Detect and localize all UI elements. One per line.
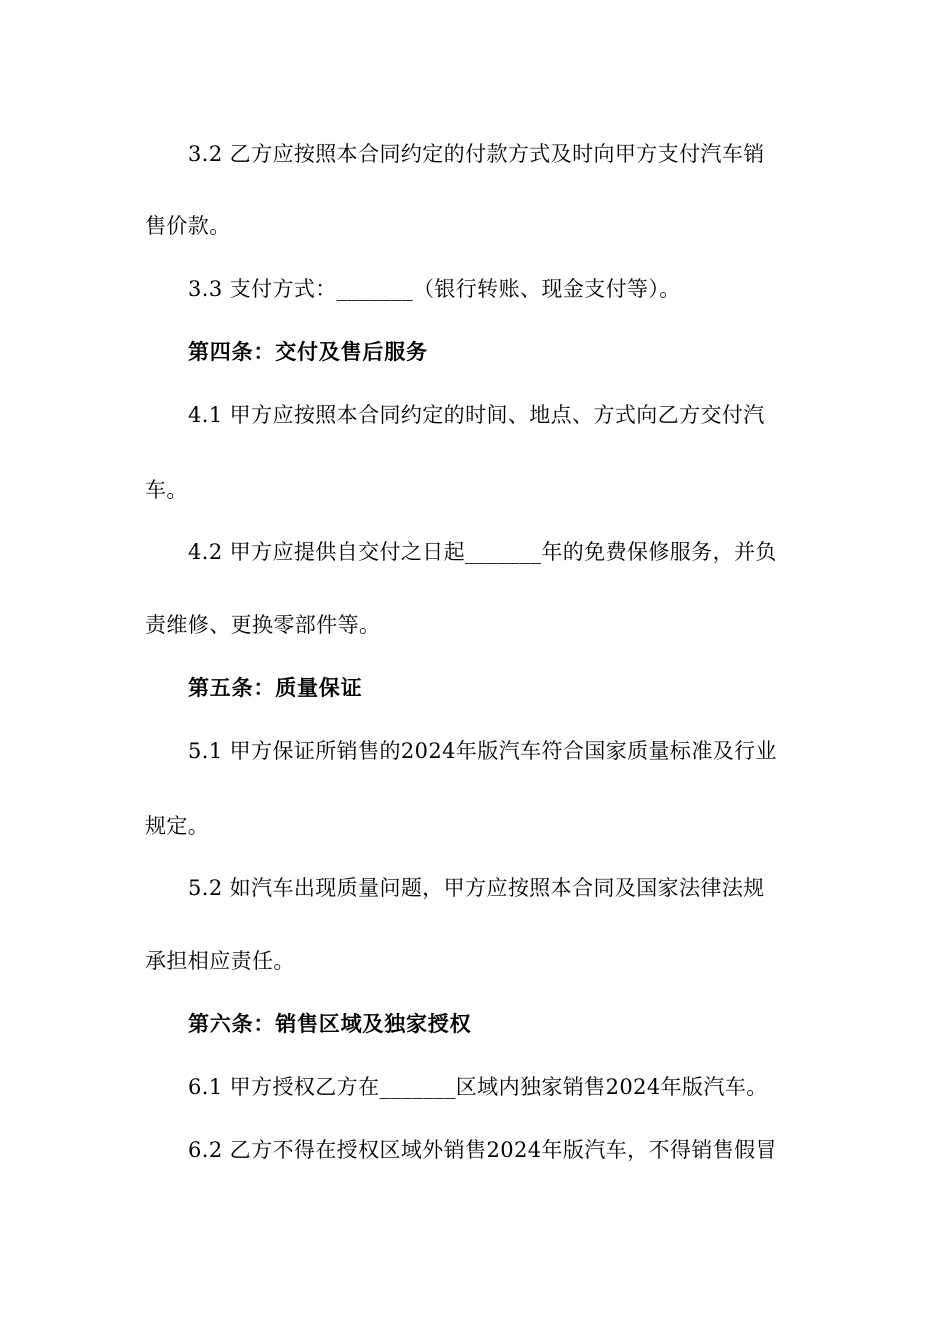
clause-4-1-line-1: 4.1 甲方应按照本合同约定的时间、地点、方式向乙方交付汽 [188, 403, 765, 427]
clause-4-2-line-2: 责维修、更换零部件等。 [145, 613, 381, 637]
clause-3-2-line-1: 3.2 乙方应按照本合同约定的付款方式及时向甲方支付汽车销 [188, 142, 765, 166]
clause-4-2-line-1: 4.2 甲方应提供自交付之日起_______年的免费保修服务，并负 [188, 540, 777, 564]
clause-4-1-line-2: 车。 [145, 478, 188, 502]
clause-6-2-line-1: 6.2 乙方不得在授权区域外销售2024年版汽车，不得销售假冒 [188, 1138, 777, 1162]
clause-5-1-line-1: 5.1 甲方保证所销售的2024年版汽车符合国家质量标准及行业 [188, 739, 777, 763]
article-5-heading: 第五条：质量保证 [188, 676, 363, 700]
clause-5-2-line-2: 承担相应责任。 [145, 949, 295, 973]
clause-6-1: 6.1 甲方授权乙方在_______区域内独家销售2024年版汽车。 [188, 1075, 768, 1099]
clause-5-1-line-2: 规定。 [145, 814, 210, 838]
article-4-heading: 第四条：交付及售后服务 [188, 340, 428, 364]
article-6-heading: 第六条：销售区域及独家授权 [188, 1012, 472, 1036]
clause-3-3: 3.3 支付方式：_______（银行转账、现金支付等）。 [188, 277, 681, 301]
clause-5-2-line-1: 5.2 如汽车出现质量问题，甲方应按照本合同及国家法律法规 [188, 876, 765, 900]
clause-3-2-line-2: 售价款。 [145, 214, 231, 238]
